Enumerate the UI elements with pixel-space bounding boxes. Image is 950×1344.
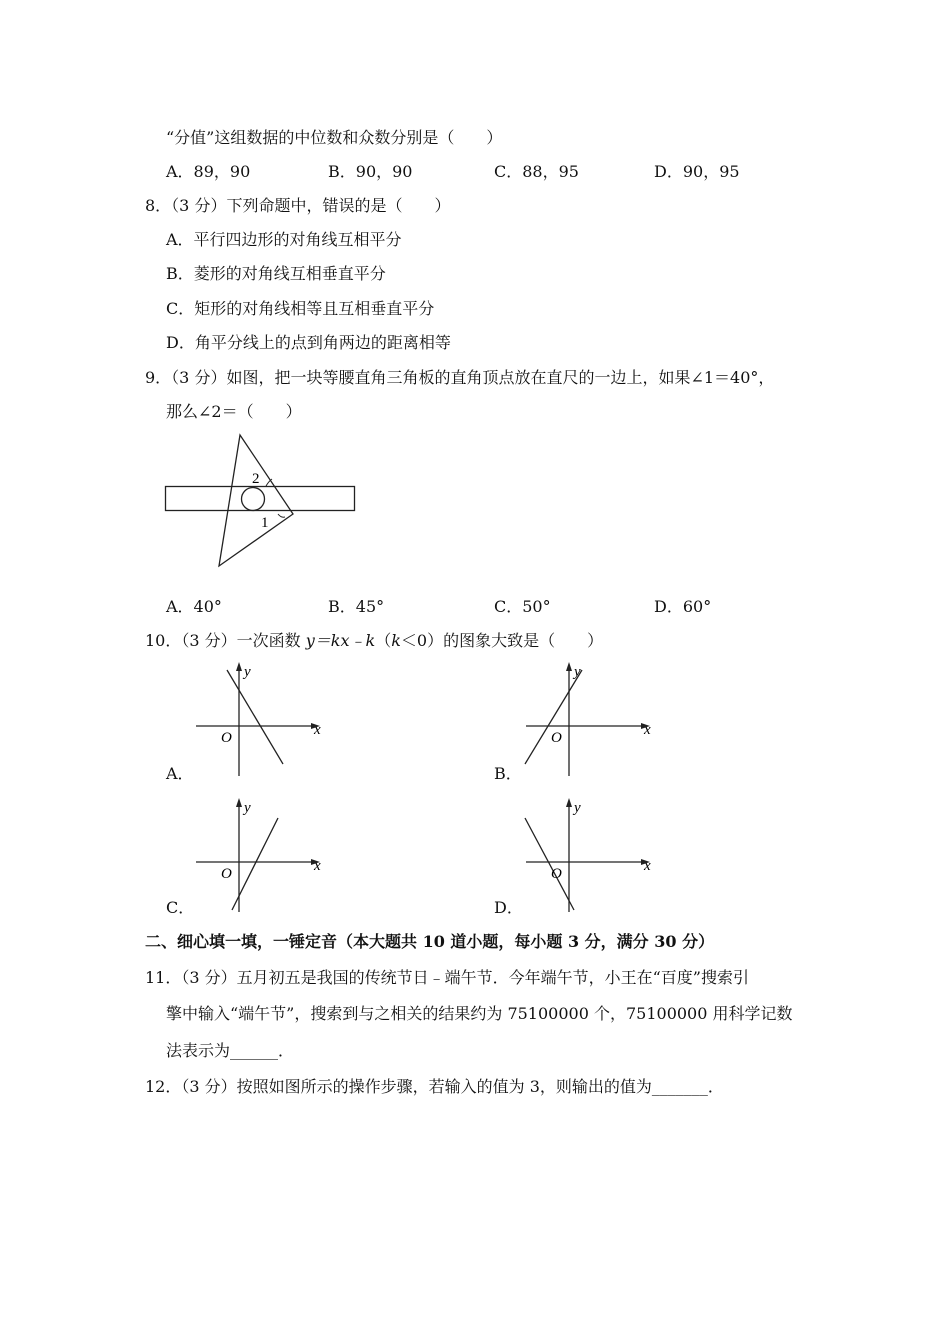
axis-x-label: x: [644, 858, 651, 874]
q9-option-d: D．60°: [654, 597, 712, 616]
origin-label: O: [551, 866, 562, 882]
set-square-triangle: [219, 435, 293, 566]
graph-a-line: [227, 670, 283, 764]
q11-line1: 11．（3 分）五月初五是我国的传统节日﹣端午节．今年端午节，小王在“百度”搜索引: [145, 968, 749, 987]
axis-y-label: y: [244, 800, 251, 816]
q7-option-b: B．90，90: [328, 162, 413, 181]
axis-y-label: y: [574, 664, 581, 680]
q8-option-b: B．菱形的对角线互相垂直平分: [166, 264, 386, 283]
angle-1-arc: [278, 514, 285, 517]
q7-option-c: C．88，95: [494, 162, 579, 181]
set-square-hole: [242, 488, 265, 511]
q8-option-c: C．矩形的对角线相等且互相垂直平分: [166, 299, 435, 318]
q9-option-b: B．45°: [328, 597, 385, 616]
q10-option-d: D．: [494, 898, 523, 917]
q10-formula: y＝kx﹣k: [305, 631, 376, 650]
q9-stem-line1: 9．（3 分）如图，把一块等腰直角三角板的直角顶点放在直尺的一边上，如果∠1＝40°，: [145, 368, 775, 387]
q11-line2: 擎中输入“端午节”，搜索到与之相关的结果约为 75100000 个，75100000 用科学记数: [166, 1004, 793, 1023]
q10-option-a: A．: [166, 764, 194, 783]
q10-graph-d: [520, 796, 670, 916]
section-2-title: 二、细心填一填，一锤定音（本大题共 10 道小题，每小题 3 分，满分 30 分）: [145, 932, 715, 951]
q10-option-c: C．: [166, 898, 195, 917]
q9-option-a: A．40°: [166, 597, 222, 616]
axis-y-label: y: [574, 800, 581, 816]
angle-2-label: 2: [252, 471, 260, 487]
q10-stem-prefix: 10．（3 分）一次函数: [145, 631, 306, 650]
origin-label: O: [551, 730, 562, 746]
q10-graph-a: [190, 660, 340, 780]
q10-option-b: B．: [494, 764, 522, 783]
axis-x-label: x: [314, 858, 321, 874]
origin-label: O: [221, 866, 232, 882]
q12-line1: 12．（3 分）按照如图所示的操作步骤，若输入的值为 3，则输出的值为_______．: [145, 1077, 724, 1096]
axis-x-label: x: [644, 722, 651, 738]
angle-1-label: 1: [261, 515, 269, 531]
q9-stem-line2: 那么∠2＝（ ）: [166, 402, 302, 421]
q10-stem: [145, 631, 603, 651]
q10-graph-c: [190, 796, 340, 916]
q7-stem-tail: “分值”这组数据的中位数和众数分别是（ ）: [166, 128, 503, 147]
q8-option-d: D．角平分线上的点到角两边的距离相等: [166, 333, 451, 352]
q7-option-d: D．90，95: [654, 162, 740, 181]
q8-option-a: A．平行四边形的对角线互相平分: [166, 230, 402, 249]
origin-label: O: [221, 730, 232, 746]
axis-y-label: y: [244, 664, 251, 680]
q11-line3: 法表示为______．: [166, 1041, 295, 1060]
q10-k: k: [391, 631, 401, 650]
graph-d-line: [525, 818, 574, 910]
q10-stem-suffix: ＜0）的图象大致是（ ）: [400, 631, 604, 650]
axis-x-label: x: [314, 722, 321, 738]
q9-figure-ruler-triangle: [160, 430, 365, 570]
graph-b-line: [525, 670, 582, 764]
q7-option-a: A．89，90: [166, 162, 251, 181]
q8-stem: 8．（3 分）下列命题中，错误的是（ ）: [145, 196, 451, 215]
q10-graph-b: [520, 660, 670, 780]
q10-stem-mid: （: [375, 631, 392, 650]
q9-option-c: C．50°: [494, 597, 551, 616]
